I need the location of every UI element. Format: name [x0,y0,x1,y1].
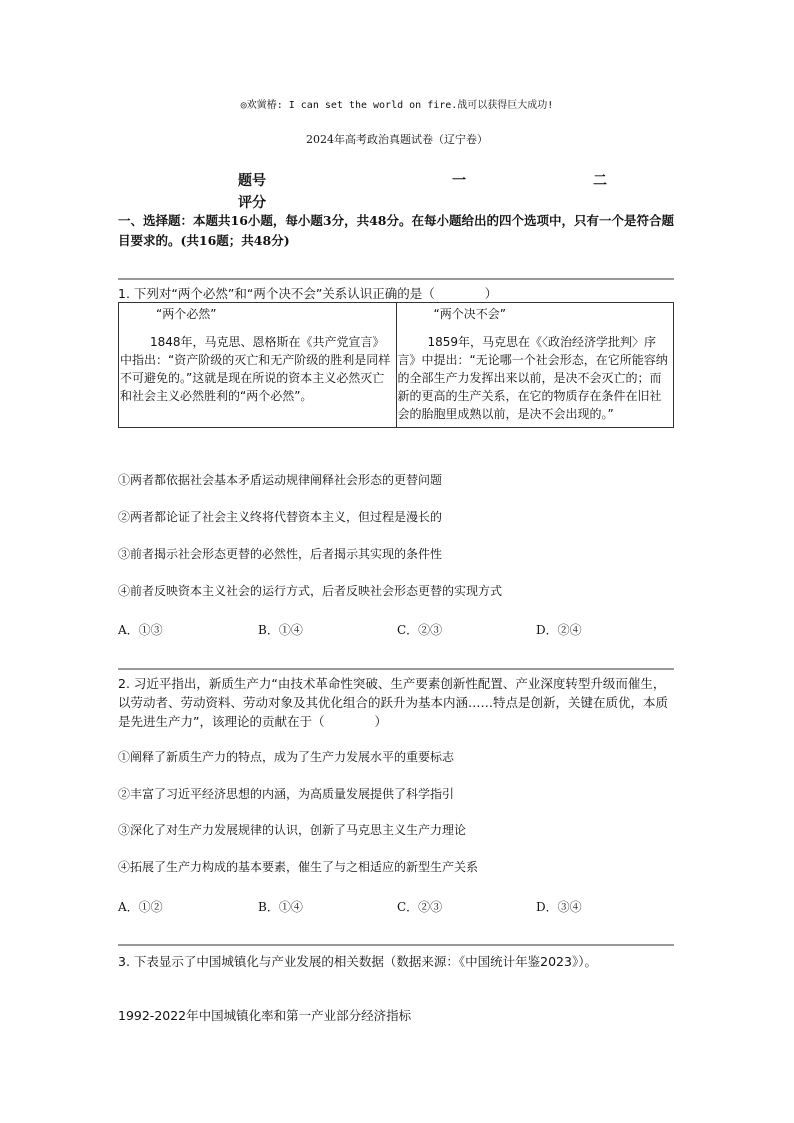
right-cell-heading: “两个决不会” [433,307,506,321]
question-1-stem: 1. 下列对“两个必然”和“两个决不会”关系认识正确的是（ ） [118,286,498,301]
score-col-two: 二 [593,173,607,189]
q2-option-1: ①阐释了新质生产力的特点，成为了生产力发展水平的重要标志 [118,750,455,764]
divider [118,278,674,280]
q2-choice-b[interactable]: B．①④ [258,900,303,914]
q2-choice-a[interactable]: A．①② [118,900,163,914]
exam-title: 2024年高考政治真题试卷（辽宁卷） [306,133,488,146]
table-caption: 1992-2022年中国城镇化率和第一产业部分经济指标 [118,1008,412,1023]
q1-choice-c[interactable]: C．②③ [397,623,443,637]
q2-option-2: ②丰富了习近平经济思想的内涵，为高质量发展提供了科学指引 [118,787,455,801]
question-2-stem: 2. 习近平指出，新质生产力“由技术革命性突破、生产要素创新性配置、产业深度转型升级而催生，以劳动者、劳动资料、劳动对象及其优化组合的跃升为基本内涵……特点是创新，关键在质优，本质是先进生产力”，该理论的贡献在于（ ） [118,676,669,729]
q2-choice-c[interactable]: C．②③ [397,900,443,914]
score-row-label-number: 题号 [238,173,266,189]
left-cell [119,303,397,428]
score-col-one: 一 [452,173,466,189]
left-cell-text: 1848年，马克思、恩格斯在《共产党宣言》中指出：“资产阶级的灭亡和无产阶级的胜利是同样不可避免的。”这就是现在所说的资本主义必然灭亡和社会主义必然胜利的“两个必然”。 [120,335,391,403]
q1-choice-d[interactable]: D．②④ [536,623,582,637]
comparison-table [118,302,674,428]
right-cell [396,303,674,428]
section-heading: 一、选择题：本题共16小题，每小题3分，共48分。在每小题给出的四个选项中，只有一个是符合题目要求的。(共16题；共48分) [118,213,674,248]
right-cell-text: 1859年，马克思在《〈政治经济学批判〉序言》中提出：“无论哪一个社会形态，在它所能容纳的全部生产力发挥出来以前，是决不会灭亡的；而新的更高的生产关系，在它的物质存在条件在旧社会的胎胞里成熟以前，是决不会出现的。” [397,335,668,421]
q2-option-4: ④拓展了生产力构成的基本要素，催生了与之相适应的新型生产关系 [118,860,479,874]
q1-option-1: ①两者都依据社会基本矛盾运动规律阐释社会形态的更替问题 [118,473,443,487]
q1-choice-a[interactable]: A．①③ [118,623,163,637]
q1-option-3: ③前者揭示社会形态更替的必然性，后者揭示其实现的条件性 [118,547,443,561]
q2-option-3: ③深化了对生产力发展规律的认识，创新了马克思主义生产力理论 [118,823,467,837]
q1-option-2: ②两者都论证了社会主义终将代替资本主义，但过程是漫长的 [118,510,443,524]
divider [118,668,674,670]
q1-option-4: ④前者反映资本主义社会的运行方式，后者反映社会形态更替的实现方式 [118,584,503,598]
motto-line: ◎欢黉椿: I can set the world on fire.战可以获得巨大成功! [240,100,554,111]
question-3-stem: 3. 下表显示了中国城镇化与产业发展的相关数据（数据来源：《中国统计年鉴2023》）。 [118,954,597,969]
divider [118,944,674,946]
score-row-label-score: 评分 [238,195,266,211]
q1-choice-b[interactable]: B．①④ [258,623,303,637]
left-cell-heading: “两个必然” [156,307,217,321]
q2-choice-d[interactable]: D．③④ [536,900,582,914]
